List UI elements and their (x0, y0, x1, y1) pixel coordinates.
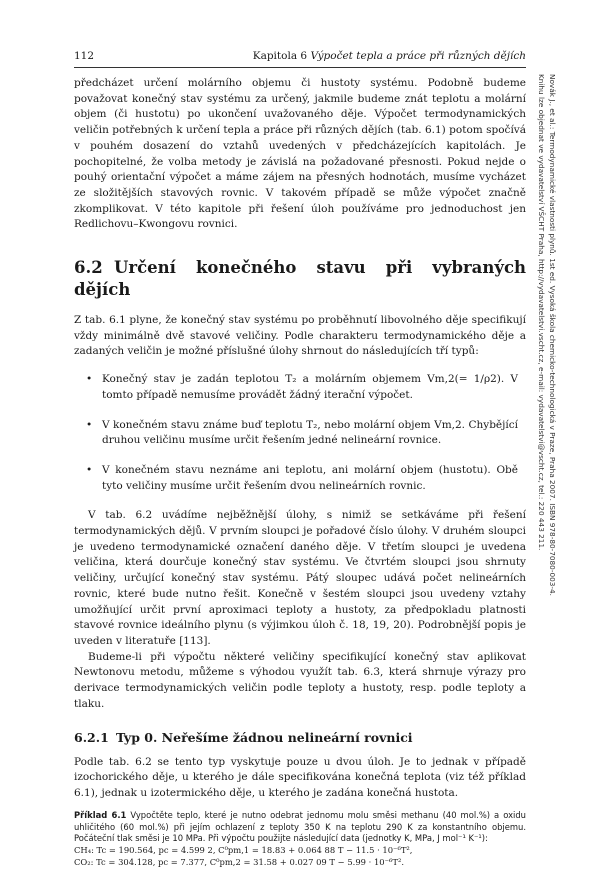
section-paragraph-2: V tab. 6.2 uvádíme nejběžnější úlohy, s nimiž se setkáváme při řešení termodynamických dějů. V prvním sloupci je pořadové číslo úlohy. V druhém sloupci je uvedeno termodynamické označení daného děje. V třetím sloupci je uvedena veličina, která dourčuje konečný stav systému. Ve čtvrtém sloupci jsou shrnuty veličiny, určující konečný stav systému. Pátý sloupec udává počet nelineárních rovnic, které bude nutno řešit. Konečně v šestém sloupci jsou uvedeny vztahy umožňující určit první aproximaci teploty a hustoty, za předpokladu platnosti stavové rovnice ideálního plynu (s výjimkou úloh č. 18, 19, 20). Podrobnější popis je uveden v literatuře [113]. (74, 509, 526, 647)
example-line-co2: CO₂: Tc = 304.128, pc = 7.377, C⁰pm,2 = 31.58 + 0.027 09 T − 5.99 · 10⁻⁶T². (74, 857, 405, 868)
section-title: Určení konečného stavu při vybraných dějích (74, 258, 526, 300)
running-header (74, 50, 526, 66)
example-label: Příklad 6.1 (74, 809, 127, 820)
page-number: 112 (74, 50, 95, 62)
subsection-title: Typ 0. Neřešíme žádnou nelineární rovnici (116, 729, 413, 745)
copyright-sidenote (536, 74, 558, 774)
list-item-text: Konečný stav je zadán teplotou T₂ a molárním objemem Vm,2(= 1/ρ2). V tomto případě nemusíme provádět žádný iterační výpočet. (102, 373, 518, 401)
subsection-heading (74, 729, 526, 747)
bullet-icon: • (86, 373, 93, 386)
sidenote-line-1: Novák J., et al.: Termodynamické vlastnosti plynů. 1st ed. Vysoká škola chemicko-technologická v Praze, Praha 2007. ISBN 978-80-7080-003-4. (548, 74, 557, 596)
running-title-chapter: Kapitola 6 (252, 50, 308, 62)
sidenote-line-2: Knihu lze objednat ve vydavatelství VŠCHT Praha, http://vydavatelstvi.vscht.cz, e-mail: vydavatelstvi@vscht.cz, tel.: 220 443 211. (537, 74, 546, 551)
list-item-text: V konečném stavu známe buď teplotu T₂, nebo molární objem Vm,2. Chybějící druhou veličinu musíme určit řešením jedné nelineární rovnice. (102, 418, 518, 447)
subsection-number: 6.2.1 (74, 729, 109, 745)
bullet-icon: • (86, 463, 93, 476)
example-text-block (74, 810, 526, 846)
example-line-ch4: CH₄: Tc = 190.564, pc = 4.599 2, C⁰pm,1 = 18.83 + 0.064 88 T − 11.5 · 10⁻⁶T², (74, 845, 413, 856)
running-title-italic: Výpočet tepla a práce při různých dějích (310, 50, 526, 62)
example-box (74, 810, 526, 869)
intro-paragraph: předcházet určení molárního objemu či hustoty systému. Podobně budeme považovat konečný stav systému za určený, jakmile budeme znát teplotu a molární objem (či hustotu) po ukončení uvažovaného děje. Výpočet termodynamických veličin potřebných k určení tepla a práce při různých dějích (tab. 6.1) potom spočívá v pouhém dosazení do vztahů uvedených v předcházejících kapitolách. Je pochopitelné, že volba metody je závislá na požadované přesnosti. Pokud nejde o pouhý orientační výpočet a máme zájem na přesných hodnotách, musíme vycházet ze složitějších stavových rovnic. V takovém případě se může výpočet značně zkomplikovat. V této kapitole při řešení úloh používáme pro jednoduchost jen Redlichovu–Kwongovu rovnici. (74, 77, 526, 231)
section-heading (74, 257, 526, 301)
list-item (74, 372, 526, 403)
list-item (74, 418, 526, 449)
section-paragraph: Z tab. 6.1 plyne, že konečný stav systému po proběhnutí libovolného děje specifikují vždy minimálně dvě stavové veličiny. Podle charakteru termodynamického děje a zadaných veličin je možné příslušné úlohy shrnout do následujících tří typů: (74, 314, 526, 358)
list-item (74, 463, 526, 494)
subsection-paragraph: Podle tab. 6.2 se tento typ vyskytuje pouze u dvou úloh. Je to jednak v případě izochorického děje, u kterého je dále specifikována konečná teplota (viz též příklad 6.1), jednak u izotermického děje, u kterého je zadána konečná hustota. (74, 755, 526, 799)
list-item-text: V konečném stavu neznáme ani teplotu, ani molární objem (hustotu). Obě tyto veličiny musíme určit řešením dvou nelineárních rovnic. (102, 463, 518, 492)
bullet-icon: • (86, 418, 93, 431)
header-rule (74, 67, 526, 68)
section-number: 6.2 (74, 258, 103, 278)
page-body (74, 76, 526, 869)
example-text: Vypočtěte teplo, které je nutno odebrat jednomu molu směsi methanu (40 mol.%) a oxidu uhličitého (60 mol.%) při jejím ochlazení z teploty 350 K na teplotu 290 K za konstantního objemu. Počáteční tlak směsi je 10 MPa. Při výpočtu použijte následující data (jednotky K, MPa, J mol⁻¹ K⁻¹): (74, 809, 526, 844)
running-title (253, 50, 526, 62)
bullet-list (74, 372, 526, 494)
section-paragraph-3: Budeme-li při výpočtu některé veličiny specifikující konečný stav aplikovat Newtonovu metodu, můžeme s výhodou využít tab. 6.3, která shrnuje výrazy pro derivace termodynamických veličin podle teploty a hustoty, resp. podle teploty a tlaku. (74, 650, 526, 710)
